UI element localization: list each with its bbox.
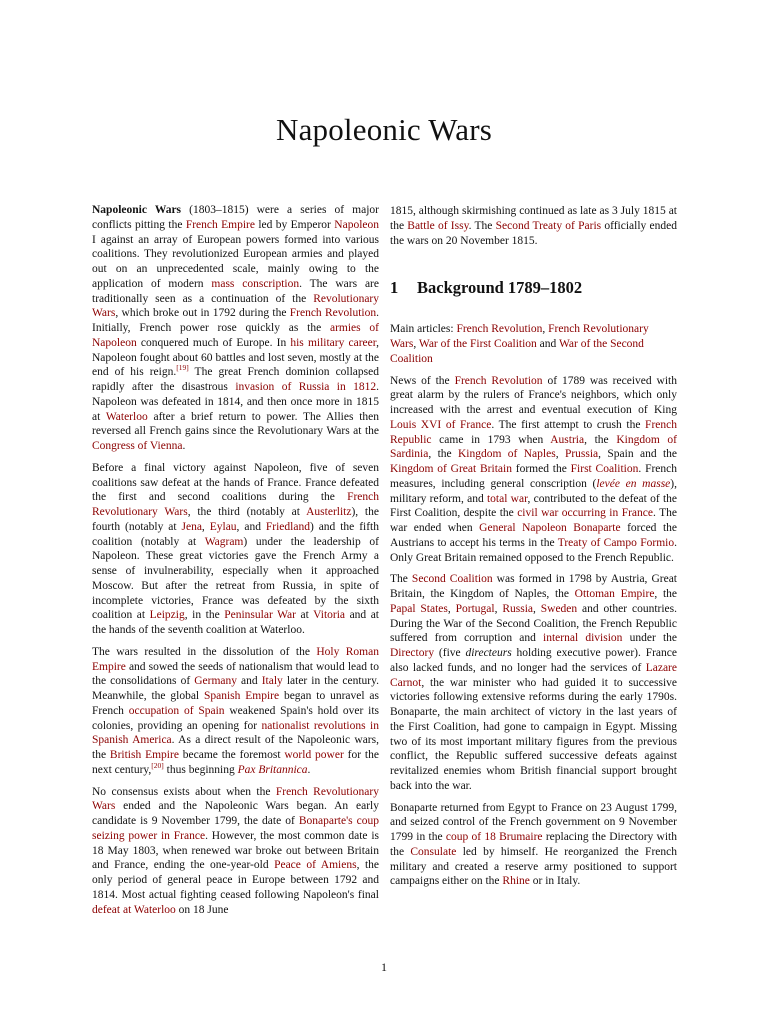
link-second-coalition[interactable]: Second Coalition xyxy=(411,573,493,586)
link-treaty-of-campo-formio[interactable]: Treaty of Campo Formio xyxy=(557,536,675,549)
link-defeat-at-waterloo[interactable]: defeat at Waterloo xyxy=(92,903,176,916)
text: . The first attempt to crush the xyxy=(491,418,646,431)
text: under the xyxy=(622,632,678,645)
dating-paragraph xyxy=(92,785,379,918)
text: , the xyxy=(584,433,617,446)
text: , and xyxy=(236,520,266,533)
text: began to unravel as French xyxy=(92,690,379,717)
link-invasion-of-russia[interactable]: invasion of Russia in 1812 xyxy=(235,381,377,393)
text: , Napoleon fought about 60 battles and lost seven, mostly at the end of his reign. xyxy=(92,336,379,379)
text: . Initially, French power rose quickly as the xyxy=(92,307,379,334)
coalitions-paragraph xyxy=(92,461,379,638)
text: thus beginning xyxy=(163,763,238,776)
second-coalition-paragraph xyxy=(390,572,677,793)
link-french-revolutionary-wars-2[interactable]: French Revolutionary Wars xyxy=(92,785,379,813)
text: . xyxy=(182,440,186,452)
page-title: Napoleonic Wars xyxy=(275,112,492,147)
text: holding executive power). France also lacked funds, and no longer had the services of xyxy=(390,647,677,674)
link-mass-conscription[interactable]: mass conscription xyxy=(211,277,300,290)
link-second-treaty-of-paris[interactable]: Second Treaty of Paris xyxy=(495,219,602,232)
text: , contributed to the defeat of the First Coalition, despite the xyxy=(390,492,677,520)
link-world-power[interactable]: world power xyxy=(284,749,344,761)
text: , in the xyxy=(184,609,225,622)
link-french-revolution-2[interactable]: French Revolution xyxy=(454,374,543,387)
text: , xyxy=(413,338,419,350)
text: was formed in 1798 by Austria, Great Britain, the Kingdom of Naples, the xyxy=(390,573,678,600)
text: led by Emperor xyxy=(254,218,335,231)
text: I against an array of European powers formed into various coalitions. They revolutionized European armies and played out on an unprecedented scale, mainly owing to the application of modern xyxy=(92,233,379,290)
text: , the xyxy=(654,588,677,600)
text: , xyxy=(494,602,503,615)
brumaire-paragraph xyxy=(390,801,677,890)
link-french-revolution[interactable]: French Revolution xyxy=(289,307,377,320)
text: , xyxy=(447,602,456,615)
link-vitoria[interactable]: Vitoria xyxy=(313,609,346,622)
text: , the xyxy=(428,448,458,461)
consequences-paragraph xyxy=(92,645,379,778)
link-british-empire[interactable]: British Empire xyxy=(109,749,179,761)
italic-text: levée en masse xyxy=(596,477,671,490)
link-louis-xvi[interactable]: Louis XVI of France xyxy=(390,418,492,431)
text: ), the fourth (notably at xyxy=(92,506,379,533)
link-armies-of-napoleon[interactable]: armies of Napoleon xyxy=(92,322,380,349)
text: ) and the fifth coalition (notably at xyxy=(92,520,379,548)
text: . Only Great Britain remained opposed to the French Republic. xyxy=(390,536,677,564)
text: , xyxy=(533,602,541,615)
link-directory[interactable]: Directory xyxy=(390,647,435,659)
text: (1803–1815) were a series of major conflicts pitting the xyxy=(92,204,379,231)
link-military-career[interactable]: his military career xyxy=(290,336,377,349)
link-french-empire[interactable]: French Empire xyxy=(185,218,255,231)
text: and other countries. During the War of the Second Coalition, the French Republic suffered from corruption and xyxy=(390,602,678,645)
link-main-first-coalition[interactable]: War of the First Coalition xyxy=(418,338,537,350)
text: , xyxy=(542,323,549,336)
text: formed the xyxy=(511,463,571,475)
text: . As a direct result of the Napoleonic wars, the xyxy=(92,734,379,761)
link-first-coalition[interactable]: First Coalition xyxy=(570,463,639,475)
text: at xyxy=(295,609,314,622)
link-main-second-coalition[interactable]: War of the Second Coalition xyxy=(390,338,644,365)
link-coup-of-18-brumaire[interactable]: coup of 18 Brumaire xyxy=(445,831,543,843)
text: The great French dominion collapsed rapidly after the disastrous xyxy=(92,366,379,393)
link-germany[interactable]: Germany xyxy=(194,675,237,688)
link-sweden[interactable]: Sweden xyxy=(540,602,578,615)
link-general-napoleon-bonaparte[interactable]: General Napoleon Bonaparte xyxy=(479,522,621,534)
text: later in the century. Meanwhile, the global xyxy=(92,675,379,702)
text: , the war minister who had guided it to successive victories following extensive reforms during the early 1790s. Bonaparte, the main architect of victory in the last years of the First Coalition, had gone to campaign in Egypt. Missing two of its most important military figures from the previous conflict, the Republic suffered successive defeats against revitalized enemies whom British financial support brought back into the war. xyxy=(390,676,677,792)
link-peninsular-war[interactable]: Peninsular War xyxy=(224,609,296,622)
text: weakened Spain's hold over its colonies, providing an opening for xyxy=(92,704,379,732)
text: (five xyxy=(434,647,466,659)
text: . French measures, including general conscription ( xyxy=(390,463,677,490)
link-levee-en-masse[interactable] xyxy=(596,478,670,490)
link-prussia[interactable]: Prussia xyxy=(564,448,599,461)
link-rhine[interactable]: Rhine xyxy=(502,875,530,888)
link-congress-of-vienna[interactable]: Congress of Vienna xyxy=(92,440,183,452)
text: ) under the leadership of Napoleon. These great victories gave the French Army a sense of invulnerability, especially when it approached Moscow. But after the retreat from Russia, in spite of incomplete victories, France was defeated by the sixth coalition at xyxy=(92,535,379,622)
left-column xyxy=(92,203,379,924)
text: . xyxy=(307,763,311,776)
text: No consensus exists about when the xyxy=(92,785,276,798)
text: , which broke out in 1792 during the xyxy=(115,307,290,320)
link-friedland[interactable]: Friedland xyxy=(265,520,310,533)
text: and xyxy=(536,338,559,350)
link-jena[interactable]: Jena xyxy=(181,520,202,533)
text: replacing the Directory with the xyxy=(390,831,677,858)
link-waterloo[interactable]: Waterloo xyxy=(105,410,148,423)
text: , the only period of general peace in Europe between 1792 and 1814. Most actual fighting ceased following Napoleon's final xyxy=(92,859,379,901)
text: The wars resulted in the dissolution of the xyxy=(92,645,317,658)
link-french-revolutionary-wars[interactable]: French Revolutionary Wars xyxy=(92,491,379,518)
text: Main articles: xyxy=(390,323,457,336)
link-revolutionary-wars[interactable]: Revolutionary Wars xyxy=(92,292,379,320)
link-holy-roman-empire[interactable]: Holy Roman Empire xyxy=(92,645,379,673)
intro-paragraph xyxy=(92,203,379,454)
link-internal-division[interactable]: internal division xyxy=(543,632,623,645)
link-main-french-revolution[interactable]: French Revolution xyxy=(456,323,543,336)
right-column xyxy=(390,204,677,896)
text: . The war ended when xyxy=(390,507,677,534)
link-portugal[interactable]: Portugal xyxy=(455,602,495,615)
link-lazare-carnot[interactable]: Lazare Carnot xyxy=(390,661,677,689)
link-austerlitz[interactable]: Austerlitz xyxy=(306,506,352,518)
text: conquered much of Europe. In xyxy=(136,336,291,349)
italic-directeurs: directeurs xyxy=(465,647,512,659)
text: . However, the most common date is 18 May 1803, when renewed war broke out between Britain and France, ending the one-year-old xyxy=(92,829,380,872)
article-subject: Napoleonic Wars xyxy=(92,204,182,216)
link-total-war[interactable]: total war xyxy=(486,492,528,505)
text: became the foremost xyxy=(178,749,285,761)
text: or in Italy. xyxy=(529,875,581,888)
text: , xyxy=(201,520,210,533)
link-leipzig[interactable]: Leipzig xyxy=(149,609,185,622)
text: of 1789 was received with great alarm by the rulers of France's neighbors, which only increased with the arrest and eventual execution of King xyxy=(390,374,677,416)
text: on 18 June xyxy=(175,903,229,916)
continuation-paragraph xyxy=(390,204,677,248)
link-ottoman-empire[interactable]: Ottoman Empire xyxy=(574,588,655,600)
text: forced the Austrians to accept his terms in the xyxy=(390,522,677,549)
link-austria[interactable]: Austria xyxy=(550,433,585,446)
link-main-french-revolutionary-wars[interactable]: French Revolutionary Wars xyxy=(390,323,649,350)
text: ended and the Napoleonic Wars began. An early candidate is 9 November 1799, the date of xyxy=(92,800,379,827)
link-peace-of-amiens[interactable]: Peace of Amiens xyxy=(274,859,357,872)
link-italy[interactable]: Italy xyxy=(261,675,283,688)
text: led by himself. He reorganized the French military and created a reserve army positioned to support campaigns either on the xyxy=(390,845,677,888)
link-russia[interactable]: Russia xyxy=(502,602,534,615)
text: . The wars are traditionally seen as a continuation of the xyxy=(92,277,379,305)
text: , xyxy=(555,448,565,461)
reference-19[interactable]: [19] xyxy=(176,363,189,373)
link-pax-britannica[interactable] xyxy=(238,764,308,776)
link-battle-of-issy[interactable]: Battle of Issy xyxy=(407,219,469,232)
text: and xyxy=(237,675,262,688)
link-occupation-of-spain[interactable]: occupation of Spain xyxy=(128,704,225,717)
text: 1815, although skirmishing continued as late as 3 July 1815 at the xyxy=(390,205,677,232)
link-kingdom-of-naples[interactable]: Kingdom of Naples xyxy=(457,448,556,461)
link-kingdom-of-sardinia[interactable]: Kingdom of Sardinia xyxy=(390,433,677,461)
text: officially ended the wars on 20 November 1815. xyxy=(390,219,677,247)
link-french-republic[interactable]: French Republic xyxy=(390,418,677,446)
text: and sowed the seeds of nationalism that would lead to the consolidations of xyxy=(92,660,379,688)
section-title: Background 1789–1802 xyxy=(417,278,583,298)
link-napoleon[interactable]: Napoleon xyxy=(334,218,379,231)
text: after a brief return to power. The Allies then reversed all French gains since the Revolutionary Wars at the xyxy=(92,410,379,438)
link-wagram[interactable]: Wagram xyxy=(204,535,244,548)
link-eylau[interactable]: Eylau xyxy=(209,520,237,533)
text: . The xyxy=(468,219,496,232)
link-papal-states[interactable]: Papal States xyxy=(390,602,448,615)
link-bonaparte-coup[interactable]: Bonaparte's coup seizing power in France xyxy=(92,815,379,842)
first-coalition-paragraph xyxy=(390,374,677,566)
section-heading xyxy=(390,278,677,298)
text: Before a final victory against Napoleon, five of seven coalitions saw defeat at the hands of France. France defeated the first and second coalitions during the xyxy=(92,461,379,504)
text: . Napoleon was defeated in 1814, and then once more in 1815 at xyxy=(92,381,380,423)
link-kingdom-of-great-britain[interactable]: Kingdom of Great Britain xyxy=(390,463,512,475)
link-consulate[interactable]: Consulate xyxy=(410,845,457,858)
text: , the third (notably at xyxy=(187,506,307,518)
page-number: 1 xyxy=(381,960,387,974)
text: ), military reform, and xyxy=(390,477,677,505)
link-nationalist-revolutions[interactable]: nationalist revolutions in Spanish America xyxy=(92,719,380,747)
reference-20[interactable]: [20] xyxy=(151,760,164,770)
text: , Spain and the xyxy=(598,448,677,461)
text: for the next century, xyxy=(92,749,379,776)
italic-text: Pax Britannica xyxy=(237,763,308,776)
text: News of the xyxy=(390,374,455,387)
main-articles xyxy=(390,322,677,366)
link-civil-war-in-france[interactable]: civil war occurring in France xyxy=(517,507,653,520)
text: The xyxy=(390,573,412,586)
text: and at the hands of the seventh coalition at Waterloo. xyxy=(92,609,380,636)
link-spanish-empire[interactable]: Spanish Empire xyxy=(203,690,280,702)
text: Bonaparte returned from Egypt to France on 23 August 1799, and seized control of the French government on 9 November 1799 in the xyxy=(390,801,677,843)
section-number: 1 xyxy=(390,278,399,298)
text: came in 1793 when xyxy=(431,433,551,446)
